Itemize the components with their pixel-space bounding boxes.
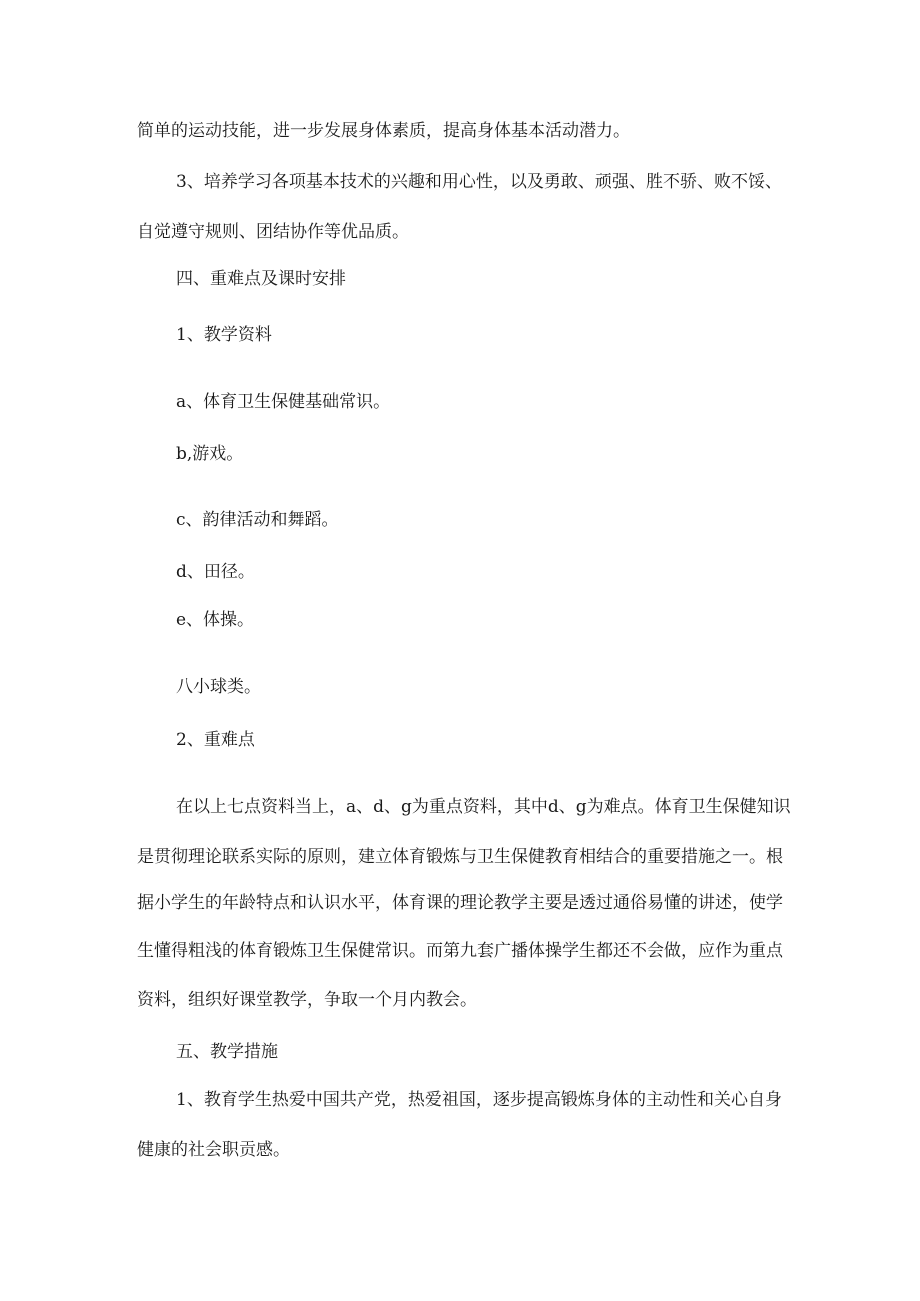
paragraph-line: 在以上七点资料当上，a、d、g为重点资料，其中d、g为难点。体育卫生保健知识 (176, 797, 791, 817)
list-item-b: b,游戏。 (176, 444, 244, 464)
list-item-c: c、韵律活动和舞蹈。 (176, 510, 339, 530)
subheading-teaching-content: 1、教学资料 (176, 325, 272, 345)
paragraph-line: 简单的运动技能，进一步发展身体素质，提高身体基本活动潜力。 (137, 121, 630, 141)
paragraph-line: 健康的社会职贡感。 (137, 1140, 290, 1160)
list-item-measure-1: 1、教育学生热爱中国共产党，热爱祖国，逐步提高锻炼身体的主动性和关心自身 (176, 1090, 782, 1110)
paragraph-line: 据小学生的年龄特点和认识水平，体育课的理论教学主要是透过通俗易懂的讲述，使学 (137, 893, 783, 913)
paragraph-line: 资料，组织好课堂教学，争取一个月内教会。 (137, 990, 477, 1010)
paragraph-line: 自觉遵守规则、团结协作等优品质。 (137, 222, 409, 242)
paragraph-line: 生懂得粗浅的体育锻炼卫生保健常识。而第九套广播体操学生都还不会做，应作为重点 (137, 941, 783, 961)
list-item-f: 八小球类。 (176, 677, 261, 697)
section-heading-5: 五、教学措施 (176, 1042, 278, 1062)
subheading-key-difficult-points: 2、重难点 (176, 730, 255, 750)
list-item-a: a、体育卫生保健基础常识。 (176, 392, 391, 412)
list-item-d: d、田径。 (176, 562, 255, 582)
list-item-e: e、体操。 (176, 610, 255, 630)
paragraph-line: 是贯彻理论联系实际的原则，建立体育锻炼与卫生保健教育相结合的重要措施之一。根 (137, 847, 783, 867)
section-heading-4: 四、重难点及课时安排 (176, 269, 346, 289)
list-item-objective-3: 3、培养学习各项基本技术的兴趣和用心性，以及勇敢、顽强、胜不骄、败不馁、 (176, 172, 782, 192)
